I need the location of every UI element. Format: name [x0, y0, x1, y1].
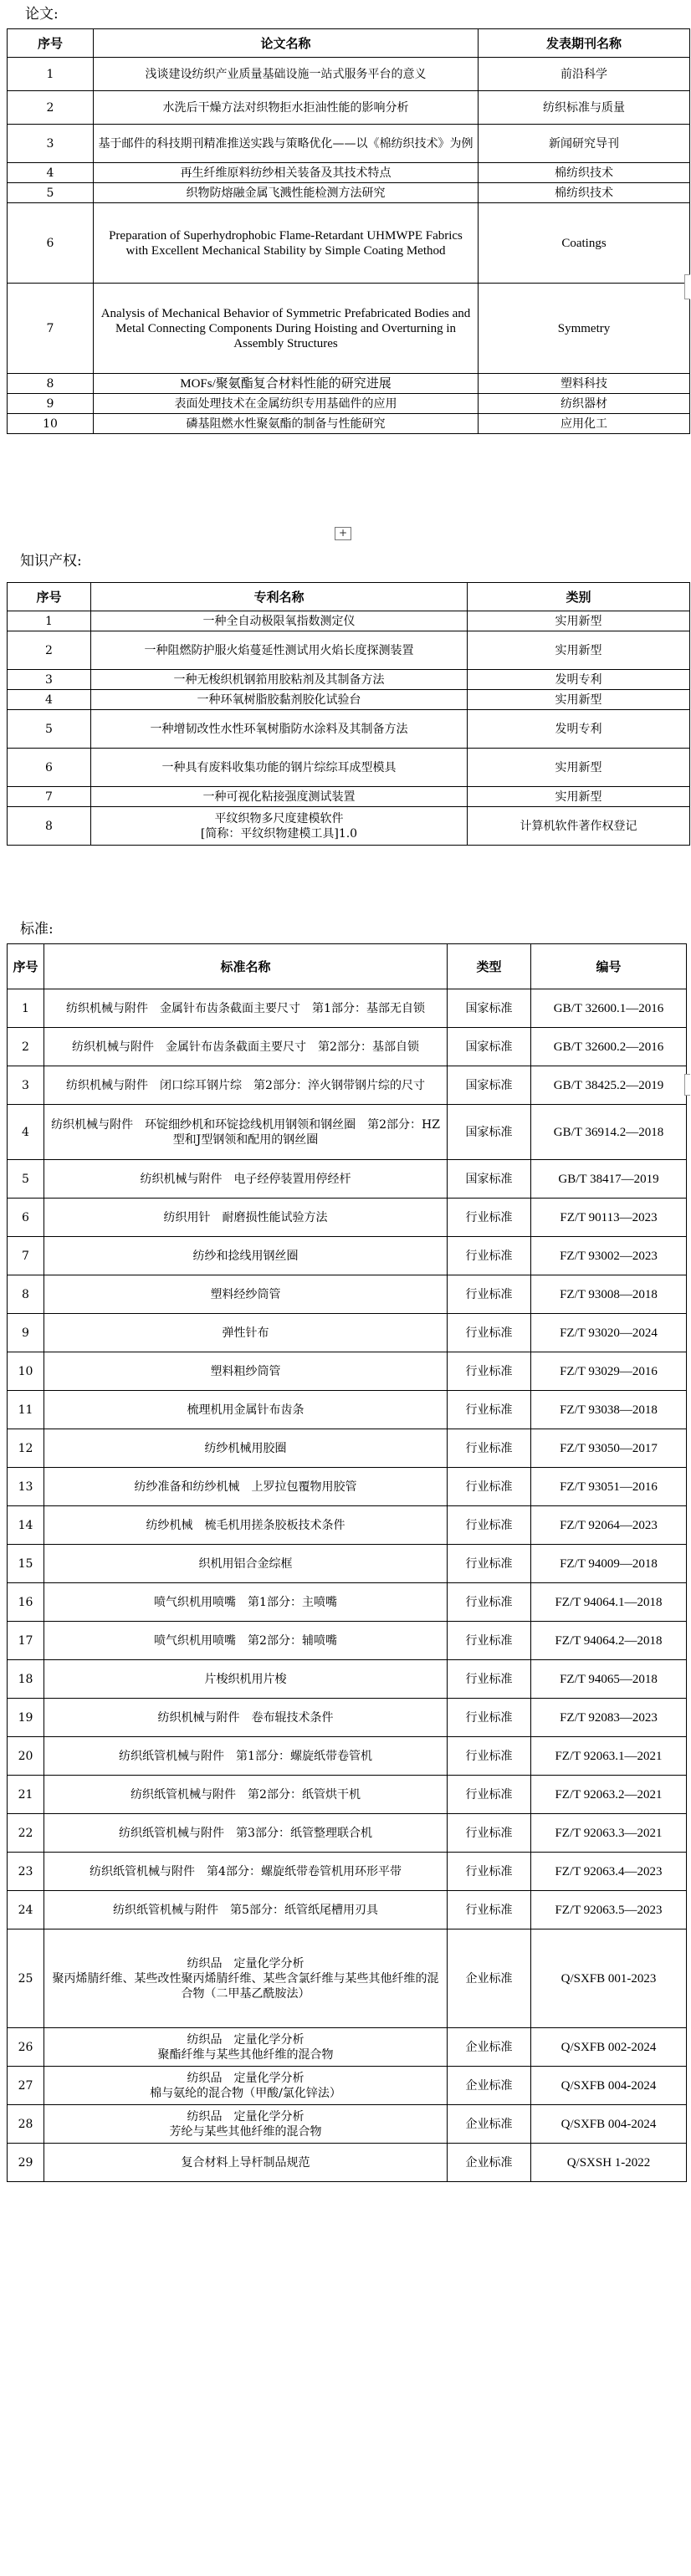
table-row [8, 710, 690, 749]
standard-type: 企业标准 [448, 2028, 531, 2067]
standard-code: GB/T 38425.2—2019 [531, 1066, 687, 1105]
standard-title: 喷气织机用喷嘴 第2部分：辅喷嘴 [44, 1622, 448, 1660]
standards-section-label: 标准: [20, 921, 54, 938]
row-number: 5 [8, 1160, 44, 1199]
standard-code: FZ/T 94064.1—2018 [531, 1583, 687, 1622]
standard-title: 纺纱准备和纺纱机械 上罗拉包覆物用胶管 [44, 1468, 448, 1506]
patent-title: 一种可视化粘接强度测试装置 [91, 787, 468, 807]
standard-type: 行业标准 [448, 1314, 531, 1352]
standard-code: FZ/T 93029—2016 [531, 1352, 687, 1391]
standard-code: FZ/T 93051—2016 [531, 1468, 687, 1506]
standard-title: 纺纱机械用胶圈 [44, 1429, 448, 1468]
standard-code: FZ/T 94009—2018 [531, 1545, 687, 1583]
paper-title: 织物防熔融金属飞溅性能检测方法研究 [94, 183, 479, 203]
standard-type: 国家标准 [448, 989, 531, 1028]
table-row [8, 1160, 687, 1199]
col-header-paper-title: 论文名称 [94, 29, 479, 58]
row-number: 29 [8, 2144, 44, 2182]
table-row [8, 807, 690, 846]
row-number: 18 [8, 1660, 44, 1699]
table-row [8, 1429, 687, 1468]
standard-type: 行业标准 [448, 1275, 531, 1314]
col-header-standard-title: 标准名称 [44, 944, 448, 989]
standard-code: GB/T 32600.1—2016 [531, 989, 687, 1028]
journal-name: 应用化工 [479, 414, 690, 434]
standard-title: 纺织纸管机械与附件 第3部分：纸管整理联合机 [44, 1814, 448, 1853]
table-row [8, 631, 690, 670]
row-number: 7 [8, 1237, 44, 1275]
standard-title: 纺织机械与附件 电子经停装置用停经杆 [44, 1160, 448, 1199]
row-number: 4 [8, 690, 91, 710]
papers-header-row [8, 29, 690, 58]
standard-type: 行业标准 [448, 1237, 531, 1275]
table-row [8, 91, 690, 125]
standard-title: 纺织用针 耐磨损性能试验方法 [44, 1199, 448, 1237]
table-row [8, 1699, 687, 1737]
row-number: 1 [8, 989, 44, 1028]
table-row [8, 1776, 687, 1814]
paper-title: 浅谈建设纺织产业质量基础设施一站式服务平台的意义 [94, 58, 479, 91]
row-number: 3 [8, 670, 91, 690]
row-number: 27 [8, 2067, 44, 2105]
row-number: 22 [8, 1814, 44, 1853]
table-row [8, 284, 690, 374]
standard-title: 纺织纸管机械与附件 第5部分：纸管纸尾槽用刃具 [44, 1891, 448, 1929]
standard-type: 行业标准 [448, 1622, 531, 1660]
row-number: 5 [8, 710, 91, 749]
standard-type: 国家标准 [448, 1066, 531, 1105]
standard-title: 纺织品 定量化学分析 聚丙烯腈纤维、某些改性聚丙烯腈纤维、某些含氯纤维与某些其他纤维的混合物（二甲基乙酰胺法） [44, 1929, 448, 2028]
standard-code: GB/T 36914.2—2018 [531, 1105, 687, 1160]
standard-title: 纺织机械与附件 卷布辊技术条件 [44, 1699, 448, 1737]
row-number: 19 [8, 1699, 44, 1737]
row-number: 1 [8, 611, 91, 631]
table-row [8, 1506, 687, 1545]
standard-type: 行业标准 [448, 1891, 531, 1929]
standard-title: 塑料经纱筒管 [44, 1275, 448, 1314]
row-number: 25 [8, 1929, 44, 2028]
papers-section-label: 论文: [25, 6, 59, 23]
standards-table [7, 943, 687, 2182]
standard-type: 企业标准 [448, 2105, 531, 2144]
row-number: 6 [8, 1199, 44, 1237]
col-header-code: 编号 [531, 944, 687, 989]
table-row [8, 1275, 687, 1314]
journal-name: 前沿科学 [479, 58, 690, 91]
table-row [8, 1891, 687, 1929]
journal-name: 新闻研究导刊 [479, 125, 690, 163]
table-row [8, 1314, 687, 1352]
table-row [8, 374, 690, 394]
col-header-no: 序号 [8, 29, 94, 58]
standard-code: FZ/T 92064—2023 [531, 1506, 687, 1545]
row-number: 26 [8, 2028, 44, 2067]
row-number: 10 [8, 1352, 44, 1391]
row-number: 12 [8, 1429, 44, 1468]
col-header-patent-title: 专利名称 [91, 583, 468, 611]
table-row [8, 611, 690, 631]
standard-code: FZ/T 93050—2017 [531, 1429, 687, 1468]
standard-code: Q/SXFB 004-2024 [531, 2105, 687, 2144]
table-row [8, 58, 690, 91]
table-row [8, 749, 690, 787]
standard-type: 行业标准 [448, 1814, 531, 1853]
standard-code: FZ/T 94064.2—2018 [531, 1622, 687, 1660]
standard-type: 企业标准 [448, 2144, 531, 2182]
standard-code: FZ/T 92083—2023 [531, 1699, 687, 1737]
standard-title: 纺织机械与附件 闭口综耳钢片综 第2部分：淬火钢带钢片综的尺寸 [44, 1066, 448, 1105]
row-number: 6 [8, 203, 94, 284]
patent-title: 一种环氧树脂胶黏剂胶化试验台 [91, 690, 468, 710]
table-row [8, 1545, 687, 1583]
standard-code: FZ/T 93002—2023 [531, 1237, 687, 1275]
patent-title: 平纹织物多尺度建模软件 [简称：平纹织物建模工具]1.0 [91, 807, 468, 846]
standard-code: FZ/T 90113—2023 [531, 1199, 687, 1237]
standard-code: FZ/T 92063.1—2021 [531, 1737, 687, 1776]
table-row [8, 1737, 687, 1776]
journal-name: 纺织标准与质量 [479, 91, 690, 125]
row-number: 8 [8, 1275, 44, 1314]
patent-category: 发明专利 [468, 710, 690, 749]
journal-name: 纺织器材 [479, 394, 690, 414]
paper-title: MOFs/聚氨酯复合材料性能的研究进展 [94, 374, 479, 394]
journal-name: 棉纺织技术 [479, 163, 690, 183]
row-number: 7 [8, 284, 94, 374]
standard-code: Q/SXSH 1-2022 [531, 2144, 687, 2182]
table-row [8, 1583, 687, 1622]
table-row [8, 1199, 687, 1237]
row-number: 9 [8, 394, 94, 414]
row-number: 3 [8, 125, 94, 163]
standard-title: 纺织纸管机械与附件 第4部分：螺旋纸带卷管机用环形平带 [44, 1853, 448, 1891]
table-row [8, 2105, 687, 2144]
standard-title: 塑料粗纱筒管 [44, 1352, 448, 1391]
row-number: 7 [8, 787, 91, 807]
table-row [8, 1391, 687, 1429]
row-number: 8 [8, 807, 91, 846]
table-row [8, 2028, 687, 2067]
col-header-no: 序号 [8, 944, 44, 989]
patent-title: 一种无梭织机钢筘用胶粘剂及其制备方法 [91, 670, 468, 690]
standard-type: 国家标准 [448, 1160, 531, 1199]
standard-type: 行业标准 [448, 1737, 531, 1776]
standard-code: GB/T 32600.2—2016 [531, 1028, 687, 1066]
row-number: 11 [8, 1391, 44, 1429]
standard-title: 喷气织机用喷嘴 第1部分：主喷嘴 [44, 1583, 448, 1622]
row-number: 23 [8, 1853, 44, 1891]
row-number: 2 [8, 631, 91, 670]
standard-code: FZ/T 93020—2024 [531, 1314, 687, 1352]
row-number: 6 [8, 749, 91, 787]
standard-title: 梳理机用金属针布齿条 [44, 1391, 448, 1429]
standard-title: 纺织机械与附件 金属针布齿条截面主要尺寸 第2部分：基部自锁 [44, 1028, 448, 1066]
table-row [8, 2067, 687, 2105]
patent-title: 一种具有废料收集功能的钢片综综耳成型模具 [91, 749, 468, 787]
table-row [8, 670, 690, 690]
col-header-type: 类型 [448, 944, 531, 989]
row-number: 15 [8, 1545, 44, 1583]
papers-table [7, 28, 690, 434]
add-row-button[interactable]: + [335, 527, 351, 540]
journal-name: 棉纺织技术 [479, 183, 690, 203]
standard-code: GB/T 38417—2019 [531, 1160, 687, 1199]
table-row [8, 1105, 687, 1160]
paper-title: 水洗后干燥方法对织物拒水拒油性能的影响分析 [94, 91, 479, 125]
paper-title: Preparation of Superhydrophobic Flame-Retardant UHMWPE Fabrics with Excellent Mechanical Stability by Simple Coating Method [94, 203, 479, 284]
table-row [8, 989, 687, 1028]
standard-title: 复合材料上导杆制品规范 [44, 2144, 448, 2182]
standard-code: FZ/T 92063.2—2021 [531, 1776, 687, 1814]
table-row [8, 1622, 687, 1660]
standard-type: 行业标准 [448, 1853, 531, 1891]
row-number: 21 [8, 1776, 44, 1814]
standard-title: 纺织机械与附件 环锭细纱机和环锭捻线机用钢领和钢丝圈 第2部分：HZ型和J型钢领和配用的钢丝圈 [44, 1105, 448, 1160]
standard-title: 织机用铝合金综框 [44, 1545, 448, 1583]
row-number: 24 [8, 1891, 44, 1929]
standard-title: 纺织机械与附件 金属针布齿条截面主要尺寸 第1部分：基部无自锁 [44, 989, 448, 1028]
standard-code: Q/SXFB 004-2024 [531, 2067, 687, 2105]
col-header-category: 类别 [468, 583, 690, 611]
paper-title: Analysis of Mechanical Behavior of Symmetric Prefabricated Bodies and Metal Connecting Components During Hoisting and Overturning in Assembly Structures [94, 284, 479, 374]
standard-code: FZ/T 92063.5—2023 [531, 1891, 687, 1929]
standard-title: 纺织纸管机械与附件 第2部分：纸管烘干机 [44, 1776, 448, 1814]
standard-code: Q/SXFB 002-2024 [531, 2028, 687, 2067]
standard-type: 企业标准 [448, 1929, 531, 2028]
standard-title: 片梭织机用片梭 [44, 1660, 448, 1699]
standard-type: 行业标准 [448, 1699, 531, 1737]
standard-type: 行业标准 [448, 1199, 531, 1237]
row-number: 5 [8, 183, 94, 203]
table-row [8, 1066, 687, 1105]
paper-title: 基于邮件的科技期刊精准推送实践与策略优化——以《棉纺织技术》为例 [94, 125, 479, 163]
row-number: 16 [8, 1583, 44, 1622]
patent-title: 一种增韧改性水性环氧树脂防水涂料及其制备方法 [91, 710, 468, 749]
standard-title: 纺织纸管机械与附件 第1部分：螺旋纸带卷管机 [44, 1737, 448, 1776]
row-number: 9 [8, 1314, 44, 1352]
patent-title: 一种全自动极限氧指数测定仪 [91, 611, 468, 631]
row-number: 14 [8, 1506, 44, 1545]
row-number: 28 [8, 2105, 44, 2144]
row-number: 4 [8, 1105, 44, 1160]
standard-type: 企业标准 [448, 2067, 531, 2105]
ip-table [7, 582, 690, 846]
standards-header-row [8, 944, 687, 989]
standard-code: FZ/T 93008—2018 [531, 1275, 687, 1314]
table-row [8, 690, 690, 710]
patent-category: 实用新型 [468, 690, 690, 710]
journal-name: 塑料科技 [479, 374, 690, 394]
table-row [8, 125, 690, 163]
right-edge-handle-papers[interactable] [684, 274, 690, 299]
table-row [8, 394, 690, 414]
table-row [8, 1468, 687, 1506]
standard-type: 行业标准 [448, 1391, 531, 1429]
ip-section-label: 知识产权: [20, 553, 82, 570]
row-number: 8 [8, 374, 94, 394]
table-row [8, 1237, 687, 1275]
table-row [8, 1028, 687, 1066]
table-row [8, 414, 690, 434]
journal-name: Symmetry [479, 284, 690, 374]
paper-title: 磷基阻燃水性聚氨酯的制备与性能研究 [94, 414, 479, 434]
paper-title: 再生纤维原料纺纱相关装备及其技术特点 [94, 163, 479, 183]
row-number: 3 [8, 1066, 44, 1105]
table-row [8, 1352, 687, 1391]
standard-type: 行业标准 [448, 1660, 531, 1699]
right-edge-handle-standards[interactable] [684, 1074, 690, 1096]
standard-code: Q/SXFB 001-2023 [531, 1929, 687, 2028]
patent-category: 实用新型 [468, 749, 690, 787]
table-row [8, 183, 690, 203]
patent-category: 实用新型 [468, 611, 690, 631]
standard-code: FZ/T 93038—2018 [531, 1391, 687, 1429]
row-number: 2 [8, 1028, 44, 1066]
standard-type: 国家标准 [448, 1028, 531, 1066]
standard-code: FZ/T 92063.3—2021 [531, 1814, 687, 1853]
paper-title: 表面处理技术在金属纺织专用基础件的应用 [94, 394, 479, 414]
standard-type: 行业标准 [448, 1545, 531, 1583]
patent-category: 实用新型 [468, 631, 690, 670]
patent-category: 实用新型 [468, 787, 690, 807]
standard-title: 弹性针布 [44, 1314, 448, 1352]
row-number: 2 [8, 91, 94, 125]
table-row [8, 1929, 687, 2028]
table-row [8, 1660, 687, 1699]
standard-title: 纺织品 定量化学分析 聚酯纤维与某些其他纤维的混合物 [44, 2028, 448, 2067]
standard-title: 纺纱和捻线用钢丝圈 [44, 1237, 448, 1275]
row-number: 4 [8, 163, 94, 183]
standard-title: 纺纱机械 梳毛机用搓条胶板技术条件 [44, 1506, 448, 1545]
standard-type: 行业标准 [448, 1352, 531, 1391]
table-row [8, 163, 690, 183]
row-number: 10 [8, 414, 94, 434]
row-number: 17 [8, 1622, 44, 1660]
table-row [8, 1814, 687, 1853]
standard-type: 行业标准 [448, 1776, 531, 1814]
row-number: 1 [8, 58, 94, 91]
standard-code: FZ/T 92063.4—2023 [531, 1853, 687, 1891]
table-row [8, 203, 690, 284]
table-row [8, 787, 690, 807]
row-number: 20 [8, 1737, 44, 1776]
table-row [8, 1853, 687, 1891]
standard-title: 纺织品 定量化学分析 棉与氨纶的混合物（甲酸/氯化锌法） [44, 2067, 448, 2105]
standard-title: 纺织品 定量化学分析 芳纶与某些其他纤维的混合物 [44, 2105, 448, 2144]
journal-name: Coatings [479, 203, 690, 284]
col-header-journal: 发表期刊名称 [479, 29, 690, 58]
patent-title: 一种阻燃防护服火焰蔓延性测试用火焰长度探测装置 [91, 631, 468, 670]
patent-category: 发明专利 [468, 670, 690, 690]
standard-type: 行业标准 [448, 1583, 531, 1622]
standard-type: 国家标准 [448, 1105, 531, 1160]
col-header-no: 序号 [8, 583, 91, 611]
ip-header-row [8, 583, 690, 611]
standard-code: FZ/T 94065—2018 [531, 1660, 687, 1699]
table-row [8, 2144, 687, 2182]
standard-type: 行业标准 [448, 1506, 531, 1545]
standard-type: 行业标准 [448, 1429, 531, 1468]
standard-type: 行业标准 [448, 1468, 531, 1506]
patent-category: 计算机软件著作权登记 [468, 807, 690, 846]
row-number: 13 [8, 1468, 44, 1506]
